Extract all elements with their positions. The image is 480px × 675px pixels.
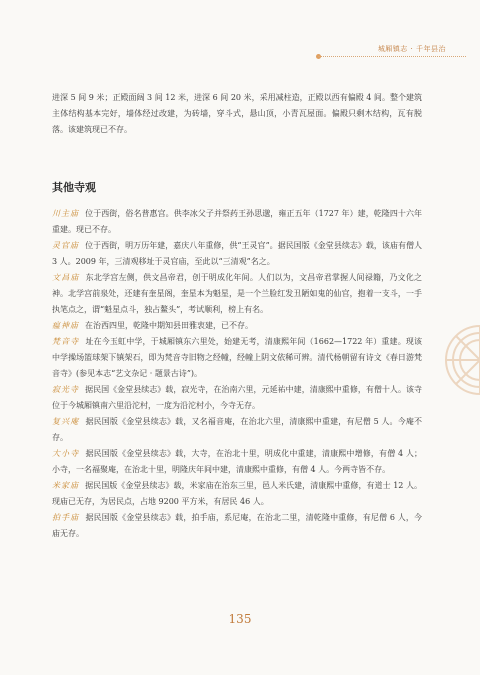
section-title: 其他寺观 [52, 181, 96, 194]
entry-name: 寂光寺 [52, 385, 80, 394]
entry-name: 川主庙 [52, 209, 80, 218]
entry-name: 瘟神庙 [52, 321, 79, 330]
entry-name: 拍手庙 [52, 513, 80, 522]
entry-text: 在治西四里，乾隆中期知县田雅衷建，已不存。 [85, 321, 253, 330]
entries-list [52, 206, 422, 542]
entry-paragraph [52, 270, 422, 318]
intro-paragraph: 进深 5 间 9 米；正殿面阔 3 间 12 米，进深 6 间 20 米，采用减柱造，正殿以西有偏殿 4 间。整个建筑主体结构基本完好，墙体经过改建，为砖墙，穿斗式，悬山顶，小青瓦屋面。偏殿只剩木结构，瓦有脱落。该建筑现已不存。 [52, 93, 422, 134]
entry-paragraph [52, 478, 422, 510]
entry-paragraph [52, 382, 422, 414]
entry-name: 大小寺 [52, 449, 80, 458]
entry-text: 位于西街，俗名普惠宫。供李冰父子并祭药王孙思邈，雍正五年（1727 年）建，乾隆四十六年重建。现已不存。 [52, 209, 422, 234]
entry-text: 东北学宫左侧，供文昌帝君，创于明成化年间。人们以为，文昌帝君掌握人间禄籍，乃文化之神。北学宫前泉处，还建有奎星阁，奎星本为魁星，是一个兰脸红发丑陋如鬼的仙官，抱着一支斗，一手执笔点之，谓“魁星点斗，独占鳌头”，考试顺利，榜上有名。 [52, 273, 423, 314]
entry-paragraph [52, 318, 422, 334]
entry-name: 梵音寺 [52, 337, 80, 346]
entry-paragraph [52, 414, 422, 446]
entry-paragraph [52, 446, 422, 478]
entry-name: 米家庙 [52, 481, 80, 490]
entry-text: 据民国版《金堂县续志》载，米家庙在治东三里，邑人米氏建，清康熙中重修，有道士 12 人。现庙已无存，为居民点，占地 9200 平方米，有居民 46 人。 [52, 481, 423, 506]
entry-text: 址在今玉虹中学，于城厢镇东六里处，始建无考，清康熙年间（1662—1722 年）重建。现该中学操场篮球架下镇架石，即为梵音寺旧物之经幢，经幢上阴文依稀可辨。清代杨朝留有诗文《春日游梵音寺》(参见本志“艺文杂记 · 题景古诗”)。 [52, 337, 422, 378]
entry-paragraph [52, 334, 422, 382]
entry-text: 据民国版《金堂县续志》载，拍手庙，系尼庵，在治北二里，清乾隆中重修，有尼僧 6 人，今庙无存。 [52, 513, 423, 538]
page-number: 135 [228, 612, 252, 626]
header-dotted-rule [318, 56, 466, 57]
running-header-title: 城厢镇志 · 千年县治 [377, 45, 446, 53]
page-body [52, 90, 422, 542]
entry-text: 据民国版《金堂县续志》载，大寺，在治北十里，明成化中重建，清康熙中增修，有僧 4 人；小寺，一名福聚庵，在治北十里，明隆庆年间中建，清康熙中重修，有僧 4 人。今两寺皆不存。 [52, 449, 423, 474]
decorative-rosette-icon [442, 322, 480, 398]
entry-name: 复兴庵 [52, 417, 80, 426]
entry-text: 据民国《金堂县续志》载，寂光寺，在治南六里，元延祐中建，清康熙中重修，有僧十人。该寺位于今城厢镇南六里沿沱村，一度为沿沱村小，今寺无存。 [52, 385, 423, 410]
entry-paragraph [52, 238, 422, 270]
entry-paragraph [52, 510, 422, 542]
entry-paragraph [52, 206, 422, 238]
entry-name: 文昌庙 [52, 273, 80, 282]
page-header [0, 44, 480, 64]
entry-name: 灵官庙 [52, 241, 80, 250]
entry-text: 位于西街，明万历年建，嘉庆八年重修，供“王灵官”。据民国版《金堂县续志》载，该庙有僧人 3 人。2009 年，三清观移址于灵官庙，至此以“三清观”名之。 [52, 241, 422, 266]
entry-text: 据民国版《金堂县续志》载，又名福音庵，在治北六里，清康熙中重建，有尼僧 5 人。今庵不存。 [52, 417, 423, 442]
